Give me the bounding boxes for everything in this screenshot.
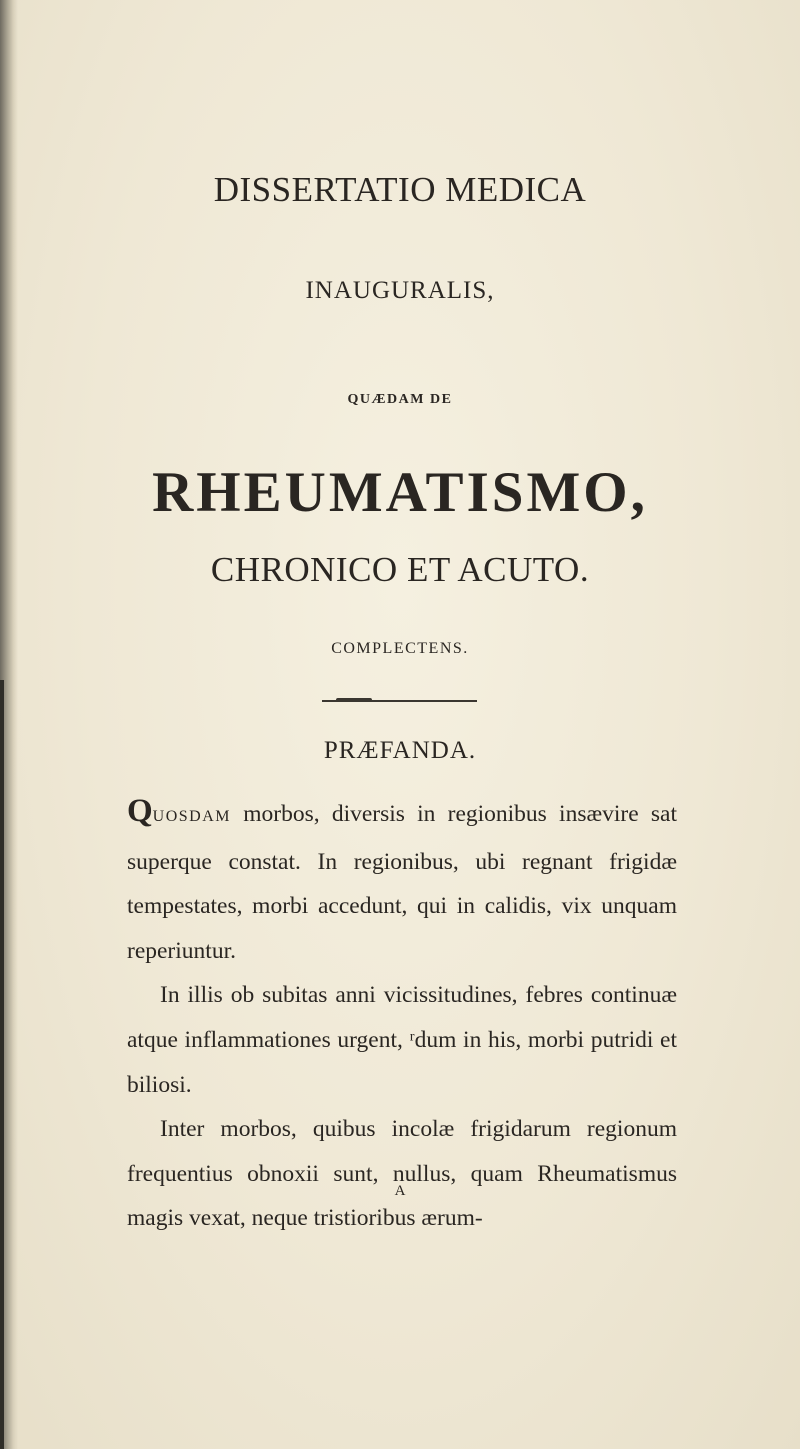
body-text bbox=[127, 792, 677, 1241]
title-chronico-et-acuto: CHRONICO ET ACUTO. bbox=[210, 550, 590, 589]
ornamental-rule bbox=[322, 700, 477, 702]
paragraph-2: In illis ob subitas anni vicissitudines, febres continuæ atque inflammationes urgent, ʳdum in his, morbi putridi et biliosi. bbox=[127, 982, 677, 1098]
title-quaedam-de: QUÆDAM DE bbox=[347, 392, 453, 407]
title-inauguralis: INAUGURALIS, bbox=[305, 277, 495, 304]
drop-cap: Q bbox=[127, 793, 153, 829]
binding-edge bbox=[0, 680, 4, 1449]
title-dissertatio-medica: DISSERTATIO MEDICA bbox=[213, 170, 587, 209]
section-heading: PRÆFANDA. bbox=[323, 737, 477, 764]
title-complectens: COMPLECTENS. bbox=[331, 640, 469, 657]
paragraph-3: Inter morbos, quibus incolæ frigidarum regionum frequentius obnoxii sunt, nullus, quam Rheumatismus magis vexat, neque tristioribus ærum- bbox=[127, 1116, 677, 1232]
title-rheumatismo: RHEUMATISMO, bbox=[152, 461, 648, 524]
paragraph-1-text: morbos, diversis in regionibus insævire sat superque constat. In regionibus, ubi regnant frigidæ tempestates, morbi accedunt, qui in calidis, vix unquam reperiuntur. bbox=[127, 801, 677, 964]
first-word-smallcaps: UOSDAM bbox=[152, 808, 232, 825]
paragraph-1 bbox=[127, 792, 677, 973]
signature-mark: A bbox=[394, 1183, 406, 1199]
